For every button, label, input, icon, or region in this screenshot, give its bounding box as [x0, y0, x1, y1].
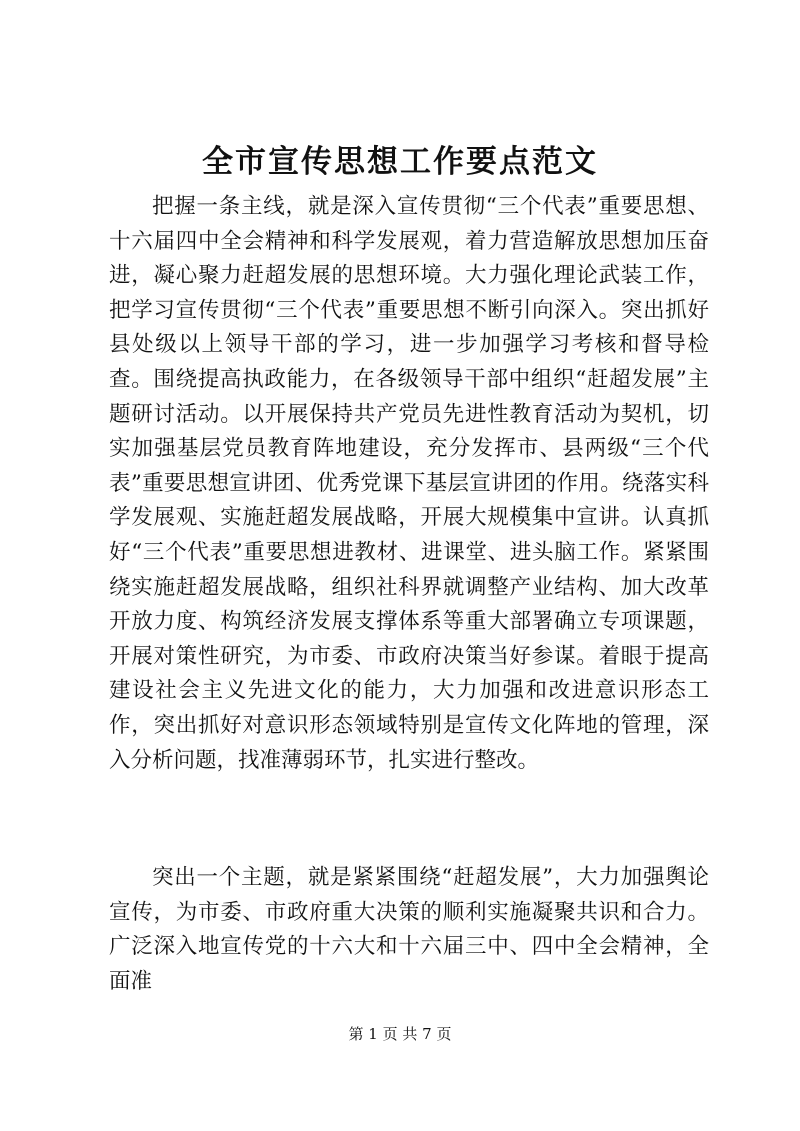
- page-number-footer: 第 1 页 共 7 页: [348, 1025, 452, 1043]
- body-paragraph: 把握一条主线，就是深入宣传贯彻“三个代表”重要思想、十六届四中全会精神和科学发展观，着力营造解放思想加压奋进，凝心聚力赶超发展的思想环境。大力强化理论武装工作，把学习宣传贯彻“三个代表”重要思想不断引向深入。突出抓好县处级以上领导干部的学习，进一步加强学习考核和督导检查。围绕提高执政能力，在各级领导干部中组织“赶超发展”主题研讨活动。以开展保持共产党员先进性教育活动为契机，切实加强基层党员教育阵地建设，充分发挥市、县两级“三个代表”重要思想宣讲团、优秀党课下基层宣讲团的作用。绕落实科学发展观、实施赶超发展战略，开展大规模集中宣讲。认真抓好“三个代表”重要思想进教材、进课堂、进头脑工作。紧紧围绕实施赶超发展战略，组织社科界就调整产业结构、加大改革开放力度、构筑经济发展支撑体系等重大部署确立专项课题，开展对策性研究，为市委、市政府决策当好参谋。着眼于提高建设社会主义先进文化的能力，大力加强和改进意识形态工作，突出抓好对意识形态领域特别是宣传文化阵地的管理，深入分析问题，找准薄弱环节，扎实进行整改。: [109, 194, 709, 773]
- document-title: 全市宣传思想工作要点范文: [202, 144, 598, 180]
- body-paragraph: 突出一个主题，就是紧紧围绕“赶超发展”，大力加强舆论宣传，为市委、市政府重大决策的顺利实施凝聚共识和合力。广泛深入地宣传党的十六大和十六届三中、四中全会精神，全面准: [109, 865, 709, 994]
